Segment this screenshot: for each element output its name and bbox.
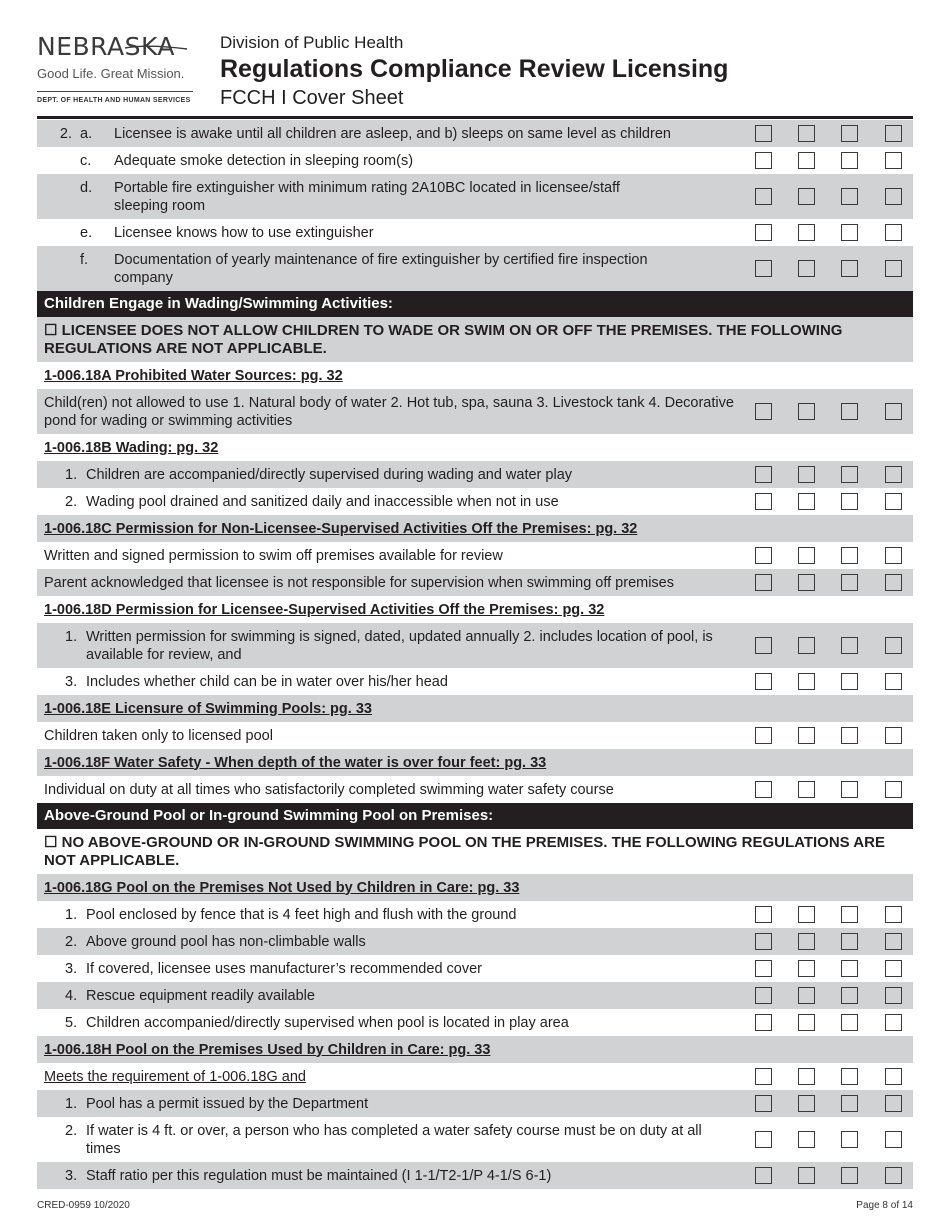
item-text: Pool enclosed by fence that is 4 feet high and flush with the ground (86, 906, 517, 923)
checkbox[interactable] (841, 403, 858, 420)
checkbox[interactable] (841, 933, 858, 950)
section-header (37, 291, 913, 317)
heading-text: 1-006.18H Pool on the Premises Used by Children in Care: pg. 33 (44, 1041, 491, 1058)
heading-text: 1-006.18G Pool on the Premises Not Used by Children in Care: pg. 33 (44, 879, 520, 896)
checkbox[interactable] (798, 574, 815, 591)
checkbox[interactable] (841, 493, 858, 510)
not-applicable-note (37, 829, 913, 874)
checkbox[interactable] (841, 152, 858, 169)
checkbox[interactable] (841, 727, 858, 744)
checkbox[interactable] (841, 673, 858, 690)
table-row (37, 776, 913, 803)
checkbox[interactable] (885, 933, 902, 950)
checkbox[interactable] (885, 1095, 902, 1112)
checkbox[interactable] (798, 727, 815, 744)
table-row (37, 542, 913, 569)
item-number: 5. (65, 1014, 78, 1031)
table-row (37, 461, 913, 488)
checkbox[interactable] (755, 188, 772, 205)
item-text: Rescue equipment readily available (86, 987, 315, 1004)
section-title: Above-Ground Pool or In-ground Swimming Pool on Premises: (44, 807, 494, 824)
checkbox[interactable] (885, 574, 902, 591)
table-row (37, 219, 913, 246)
form-id: CRED-0959 10/2020 (37, 1200, 130, 1211)
checkbox[interactable] (885, 188, 902, 205)
regulation-heading (37, 515, 913, 542)
regulation-heading (37, 1036, 913, 1063)
section-header (37, 803, 913, 829)
checkbox[interactable] (798, 547, 815, 564)
table-row (37, 246, 913, 291)
item-text: Pool has a permit issued by the Department (86, 1095, 369, 1112)
page-number: Page 8 of 14 (856, 1200, 913, 1211)
regulations-table (37, 120, 913, 1189)
checkbox[interactable] (841, 125, 858, 142)
checkbox[interactable] (885, 152, 902, 169)
checkbox[interactable] (798, 1014, 815, 1031)
item-letter: e. (80, 224, 93, 241)
table-row (37, 174, 913, 219)
checkbox[interactable] (755, 781, 772, 798)
logo-divider (37, 91, 193, 92)
checkbox[interactable] (798, 188, 815, 205)
heading-text: 1-006.18F Water Safety - When depth of the water is over four feet: pg. 33 (44, 754, 547, 771)
checkbox[interactable] (885, 260, 902, 277)
checkbox[interactable] (755, 403, 772, 420)
heading-text: 1-006.18D Permission for Licensee-Supervised Activities Off the Premises: pg. 32 (44, 601, 605, 618)
checkbox[interactable] (798, 906, 815, 923)
item-number: 1. (65, 906, 78, 923)
item-number: 4. (65, 987, 78, 1004)
checkbox[interactable] (755, 574, 772, 591)
checkbox[interactable] (798, 781, 815, 798)
table-row (37, 569, 913, 596)
item-number: 1. (65, 1095, 78, 1112)
heading-text: 1-006.18E Licensure of Swimming Pools: pg. 33 (44, 700, 372, 717)
checkbox[interactable] (755, 727, 772, 744)
logo-swoosh-icon (37, 32, 197, 62)
item-text: Adequate smoke detection in sleeping room(s) (114, 152, 414, 169)
checkbox[interactable] (798, 260, 815, 277)
regulation-heading (37, 362, 913, 389)
checkbox[interactable] (885, 781, 902, 798)
regulation-heading (37, 596, 913, 623)
checkbox[interactable] (798, 1167, 815, 1184)
item-letter: f. (80, 251, 89, 268)
checkbox[interactable] (841, 574, 858, 591)
item-letter: c. (80, 152, 92, 169)
item-letter: d. (80, 179, 93, 196)
regulation-heading (37, 434, 913, 461)
checkbox[interactable] (885, 637, 902, 654)
checkbox[interactable] (841, 1014, 858, 1031)
regulation-heading (37, 695, 913, 722)
checkbox[interactable] (798, 493, 815, 510)
checkbox[interactable] (885, 547, 902, 564)
item-text: If covered, licensee uses manufacturer’s recommended cover (86, 960, 482, 977)
item-text: Above ground pool has non-climbable walls (86, 933, 366, 950)
item-text: Children accompanied/directly supervised when pool is located in play area (86, 1014, 569, 1031)
item-text: Parent acknowledged that licensee is not responsible for supervision when swimming off premises (44, 574, 674, 591)
checkbox[interactable] (798, 637, 815, 654)
table-row (37, 1009, 913, 1036)
checkbox[interactable] (841, 637, 858, 654)
item-text: Written permission for swimming is signed, dated, updated annually 2. includes location of pool, is available for review, and (86, 628, 713, 663)
checkbox[interactable] (755, 466, 772, 483)
item-text: Individual on duty at all times who satisfactorily completed swimming water safety course (44, 781, 614, 798)
division-name: Division of Public Health (220, 33, 404, 52)
item-number: 3. (65, 960, 78, 977)
item-number: 3. (65, 1167, 78, 1184)
item-number: 1. (65, 628, 78, 645)
item-text: Documentation of yearly maintenance of fire extinguisher by certified fire inspection company (114, 251, 648, 286)
checkbox[interactable] (841, 1068, 858, 1085)
item-number: 2. (59, 125, 72, 142)
checkbox[interactable] (798, 466, 815, 483)
checkbox[interactable] (798, 1095, 815, 1112)
checkbox[interactable] (885, 1167, 902, 1184)
table-row (37, 1117, 913, 1162)
checkbox[interactable] (841, 466, 858, 483)
item-text: Portable fire extinguisher with minimum rating 2A10BC located in licensee/staff sleeping room (114, 179, 620, 214)
checkbox[interactable] (755, 1167, 772, 1184)
regulation-heading (37, 874, 913, 901)
checkbox[interactable] (755, 1095, 772, 1112)
checkbox[interactable] (755, 933, 772, 950)
table-row (37, 982, 913, 1009)
checkbox[interactable] (755, 125, 772, 142)
table-row (37, 389, 913, 434)
table-row (37, 901, 913, 928)
note-text: ☐ NO ABOVE-GROUND OR IN-GROUND SWIMMING POOL ON THE PREMISES. THE FOLLOWING REGULATIONS ARE NOT APPLICABLE. (44, 833, 885, 869)
checkbox[interactable] (755, 673, 772, 690)
checkbox[interactable] (841, 960, 858, 977)
item-text: Child(ren) not allowed to use 1. Natural body of water 2. Hot tub, spa, sauna 3. Livestock tank 4. Decorative pond for wading or swimming activities (44, 394, 734, 429)
checkbox[interactable] (798, 987, 815, 1004)
logo-tagline: Good Life. Great Mission. (37, 66, 185, 81)
item-text: Licensee knows how to use extinguisher (114, 224, 374, 241)
page-subtitle: FCCH I Cover Sheet (220, 87, 404, 109)
header-rule (37, 116, 913, 119)
checkbox[interactable] (755, 960, 772, 977)
table-row (37, 120, 913, 147)
checkbox[interactable] (885, 987, 902, 1004)
checkbox[interactable] (755, 547, 772, 564)
table-row (37, 955, 913, 982)
heading-text: 1-006.18B Wading: pg. 32 (44, 439, 219, 456)
checkbox[interactable] (885, 906, 902, 923)
checkbox[interactable] (841, 906, 858, 923)
item-text: Wading pool drained and sanitized daily and inaccessible when not in use (86, 493, 559, 510)
checkbox[interactable] (755, 1014, 772, 1031)
note-text: ☐ LICENSEE DOES NOT ALLOW CHILDREN TO WADE OR SWIM ON OR OFF THE PREMISES. THE FOLLOWING REGULATIONS ARE NOT APPLICABLE. (44, 321, 843, 357)
checkbox[interactable] (885, 960, 902, 977)
item-number: 2. (65, 1122, 78, 1139)
logo-wordmark (37, 32, 197, 62)
logo-word-text: NEBRASKA (37, 32, 176, 61)
checkbox[interactable] (885, 1068, 902, 1085)
table-row (37, 722, 913, 749)
item-number: 1. (65, 466, 78, 483)
checkbox[interactable] (798, 1131, 815, 1148)
checkbox[interactable] (755, 260, 772, 277)
checkbox[interactable] (885, 493, 902, 510)
item-text: Licensee is awake until all children are asleep, and b) sleeps on same level as children (114, 125, 671, 142)
title-block (220, 33, 728, 111)
table-row (37, 668, 913, 695)
heading-text: 1-006.18C Permission for Non-Licensee-Supervised Activities Off the Premises: pg. 32 (44, 520, 638, 537)
checkbox[interactable] (755, 637, 772, 654)
checkbox[interactable] (885, 673, 902, 690)
checkbox[interactable] (885, 727, 902, 744)
checkbox[interactable] (841, 987, 858, 1004)
checkbox[interactable] (798, 403, 815, 420)
checkbox[interactable] (841, 547, 858, 564)
table-row (37, 623, 913, 668)
checkbox[interactable] (841, 1167, 858, 1184)
checkbox[interactable] (798, 933, 815, 950)
checkbox[interactable] (798, 673, 815, 690)
item-text: If water is 4 ft. or over, a person who has completed a water safety course must be on duty at all times (86, 1122, 702, 1157)
checkbox[interactable] (755, 152, 772, 169)
item-text: Children taken only to licensed pool (44, 727, 273, 744)
regulation-heading (37, 749, 913, 776)
item-number: 2. (65, 933, 78, 950)
checkbox[interactable] (798, 960, 815, 977)
item-text: Meets the requirement of 1-006.18G and (44, 1068, 306, 1085)
checkbox[interactable] (798, 125, 815, 142)
section-title: Children Engage in Wading/Swimming Activities: (44, 295, 393, 312)
checkbox[interactable] (885, 1014, 902, 1031)
checkbox[interactable] (755, 906, 772, 923)
checkbox[interactable] (798, 1068, 815, 1085)
table-row (37, 488, 913, 515)
item-text: Staff ratio per this regulation must be maintained (I 1-1/T2-1/P 4-1/S 6-1) (86, 1167, 552, 1184)
checkbox[interactable] (885, 1131, 902, 1148)
page-title: Regulations Compliance Review Licensing (220, 55, 729, 83)
item-text: Includes whether child can be in water over his/her head (86, 673, 448, 690)
checkbox[interactable] (885, 403, 902, 420)
checkbox[interactable] (841, 781, 858, 798)
checkbox[interactable] (755, 493, 772, 510)
table-row (37, 147, 913, 174)
checkbox[interactable] (798, 224, 815, 241)
table-row (37, 1162, 913, 1189)
checkbox[interactable] (755, 1068, 772, 1085)
checkbox[interactable] (798, 152, 815, 169)
not-applicable-note (37, 317, 913, 362)
item-number: 3. (65, 673, 78, 690)
item-text: Children are accompanied/directly supervised during wading and water play (86, 466, 573, 483)
checkbox[interactable] (755, 224, 772, 241)
checkbox[interactable] (841, 188, 858, 205)
heading-text: 1-006.18A Prohibited Water Sources: pg. 32 (44, 367, 343, 384)
table-row (37, 1090, 913, 1117)
checkbox[interactable] (755, 987, 772, 1004)
checkbox[interactable] (841, 224, 858, 241)
checkbox[interactable] (841, 1095, 858, 1112)
checkbox[interactable] (841, 260, 858, 277)
logo-department: DEPT. OF HEALTH AND HUMAN SERVICES (37, 97, 191, 104)
item-text: Written and signed permission to swim off premises available for review (44, 547, 503, 564)
checkbox[interactable] (885, 224, 902, 241)
table-row (37, 1063, 913, 1090)
checkbox[interactable] (755, 1131, 772, 1148)
table-row (37, 928, 913, 955)
nebraska-dhhs-logo (37, 32, 197, 104)
item-number: 2. (65, 493, 78, 510)
checkbox[interactable] (885, 125, 902, 142)
checkbox[interactable] (841, 1131, 858, 1148)
page-header (0, 0, 950, 118)
item-letter: a. (80, 125, 93, 142)
checkbox[interactable] (885, 466, 902, 483)
